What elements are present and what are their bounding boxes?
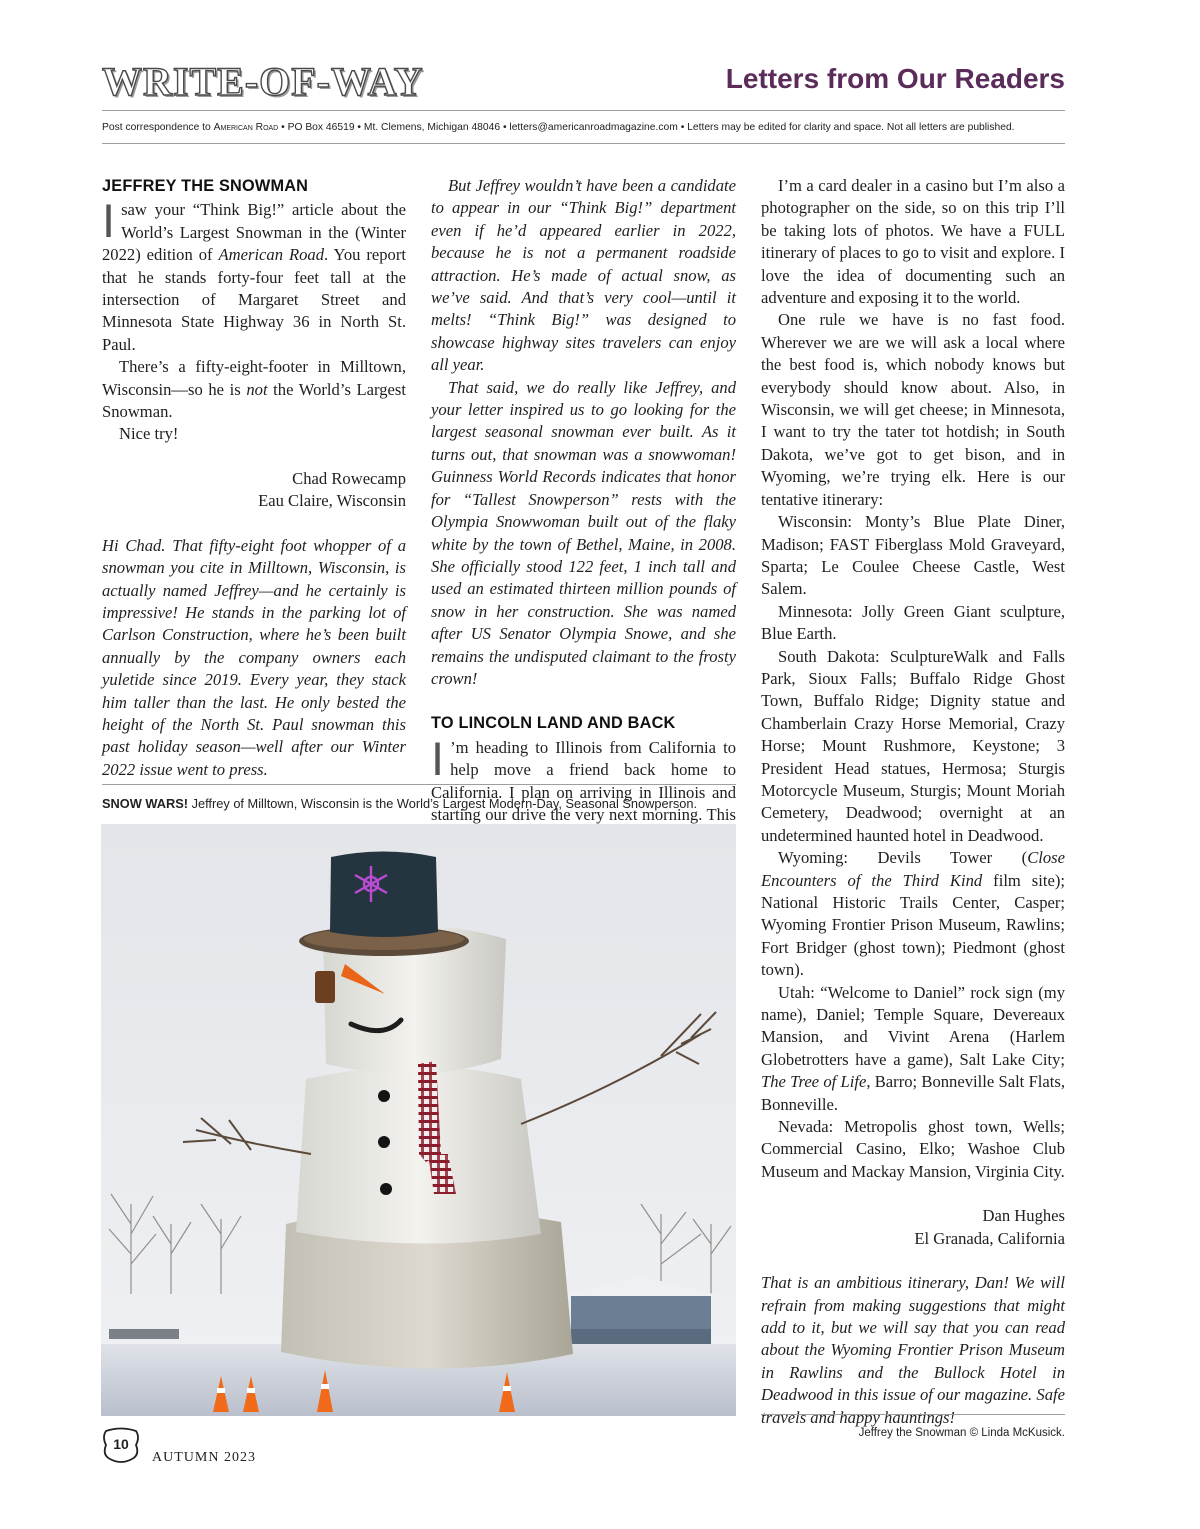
letter1-p1-text-a: saw your “Think Big!” article about the World’s Largest Snowman in the (Winter 2022) edition of (102, 200, 406, 265)
top-rule (102, 110, 1065, 111)
credit-rule (761, 1414, 1065, 1415)
column-3 (761, 175, 1065, 1429)
itinerary-utah (761, 982, 1065, 1116)
correspondence-magazine: American Road (213, 122, 279, 133)
column-2 (431, 175, 736, 871)
itinerary-wisconsin: Wisconsin: Monty’s Blue Plate Diner, Madison; FAST Fiberglass Mold Graveyard, Sparta; Le Coulee Cheese Castle, West Salem. (761, 512, 1065, 599)
caption-lead: SNOW WARS! (102, 796, 189, 811)
letter1-signature-place: Eau Claire, Wisconsin (258, 491, 406, 511)
wyoming-film-title: Close Encounters of the Third Kind (761, 848, 1065, 890)
letter1-p1-text-b: . You report that he stands forty-four feet tall at the intersection of Margaret Street and Minnesota State Highway 36 in North St. Paul. (102, 245, 406, 354)
itinerary-wyoming (761, 847, 1065, 981)
utah-emphasis: The Tree of Life (761, 1072, 867, 1092)
itinerary-south-dakota: South Dakota: SculptureWalk and Falls Park, Sioux Falls; Buffalo Ridge Ghost Town, Buffalo Ridge; Dignity statue and Chamberlain Crazy Horse Memorial, Crazy Horse; Mount Rushmore, Keystone; 3 President Head statues, Hermosa; Sturgis Motorcycle Museum, Sturgis; Mount Moriah Cemetery, Deadwood; overnight at an undetermined haunted hotel in Deadwood. (761, 646, 1065, 845)
utah-text-b: , Barro; Bonneville Salt Flats, Bonneville. (761, 1072, 1065, 1114)
page-title: Letters from Our Readers (725, 63, 1065, 94)
correspondence-prefix: Post correspondence to (102, 122, 214, 133)
page-badge (100, 1427, 142, 1469)
letter1-editor-reply: Hi Chad. That fifty-eight foot whopper of a snowman you cite in Milltown, Wisconsin, is actually named Jeffrey—and he certainly is impressive! He stands in the parking lot of Carlson Construction, where he’s been built annually by the company owners each yuletide since 2019. Every year, they stack him taller than the last. He only bested the height of the North St. Paul snowman this past holiday season—well after our Winter 2022 issue went to press. (102, 535, 406, 779)
letter1-paragraph-2 (102, 356, 406, 423)
caption-text: Jeffrey of Milltown, Wisconsin is the World’s Largest Modern-Day, Seasonal Snowperson. (188, 796, 698, 811)
letter2-signature-name: Dan Hughes (982, 1206, 1065, 1226)
caption-rule (102, 784, 736, 785)
letter1-p2-text-a: There’s a fifty-eight-footer in Milltown, Wisconsin—so he is (102, 357, 406, 399)
correspondence-line (102, 122, 1065, 133)
letter1-p1-magazine: American Road (218, 245, 324, 265)
wyoming-text-a: Wyoming: Devils Tower ( (778, 848, 1028, 868)
photo-credit: Jeffrey the Snowman © Linda McKusick. (858, 1427, 1065, 1439)
letter2-editor-reply: That is an ambitious itinerary, Dan! We will refrain from making suggestions that might add to it, but we will say that you can read about the Wyoming Frontier Prison Museum in Rawlins and the Bullock Hotel in Deadwood in this issue of our magazine. Safe travels and happy hauntings! (761, 1273, 1065, 1427)
letter1-signature-name: Chad Rowecamp (292, 468, 406, 488)
letter2-dropcap: I (431, 731, 445, 785)
photo-caption (102, 796, 742, 811)
utah-text-a: Utah: “Welcome to Daniel” rock sign (my name), Daniel; Temple Square, Devereaux Mansion, and Vivint Arena (Harlem Globetrotters have a game), Salt Lake City; (761, 982, 1065, 1069)
letter1-p2-text-b: the World’s Largest Snowman. (102, 379, 406, 422)
wyoming-text-b: film site); National Historic Trails Center, Casper; Wyoming Frontier Prison Museum, Rawlins; Fort Bridger (ghost town); Piedmont (ghost town). (761, 870, 1065, 980)
column-1 (102, 175, 406, 781)
issue-label: AUTUMN 2023 (152, 1450, 256, 1465)
letter1-p2-emphasis: not (246, 379, 268, 399)
letter2-p1-text: ’m heading to Illinois from California to help move a friend back home to California. I plan on arriving in Illinois and starting our drive the very next morning. This (431, 737, 736, 824)
section-title: WRITE-OF-WAY (102, 59, 424, 104)
correspondence-details: • PO Box 46519 • Mt. Clemens, Michigan 48046 • letters@americanroadmagazine.com • Letters may be edited for clarity and space. Not all letters are published. (278, 122, 1015, 133)
itinerary-nevada: Nevada: Metropolis ghost town, Wells; Commercial Casino, Elko; Washoe Club Museum and Mackay Mansion, Virginia City. (761, 1117, 1065, 1181)
letter1-paragraph-3: Nice try! (119, 424, 179, 444)
header-bottom-rule (102, 143, 1065, 144)
letter1-editor-reply-2: But Jeffrey wouldn’t have been a candidate to appear in our “Think Big!” department even if he’d appeared earlier in 2022, because he is not a permanent roadside attraction. He’s made of actual snow, as we’ve said. And that’s very cool—until it melts! “Think Big!” was designed to showcase highway sites travelers can enjoy all year. (431, 176, 736, 375)
letter2-paragraph-3: One rule we have is no fast food. Wherever we are we will ask a local where the best food is, which nobody knows but everybody should know about. Also, in Wisconsin, we will get cheese; in Minnesota, I want to try the tater tot hotdish; in South Dakota, we’ve got to get bison, and in Wyoming, we’re trying elk. Here is our tentative itinerary: (761, 310, 1065, 509)
letter2-paragraph-2: I’m a card dealer in a casino but I’m also a photographer on the side, so on this trip I’ll be taking lots of photos. We have a FULL itinerary of places to go to visit and explore. I love the idea of documenting such an adventure and exposing it to the world. (761, 176, 1065, 308)
letter1-dropcap: I (102, 194, 116, 248)
letter2-signature-place: El Granada, California (914, 1228, 1065, 1248)
letter1-editor-reply-3: That said, we do really like Jeffrey, and your letter inspired us to go looking for the largest seasonal snowman ever built. As it turns out, that snowman was a snowwoman! Guinness World Records indicates that honor for “Tallest Snowperson” rests with the Olympia Snowwoman built out of the flaky white by the town of Bethel, Maine, in 2008. She officially stood 122 feet, 1 inch tall and used an estimated thirteen million pounds of snow in her construction. She was named after US Senator Olympia Snowe, and she remains the undisputed claimant to the frosty crown! (431, 377, 736, 688)
letter1-heading: JEFFREY THE SNOWMAN (102, 177, 309, 195)
letter2-heading: TO LINCOLN LAND AND BACK (431, 714, 676, 733)
letter1-paragraph-1 (102, 194, 406, 356)
page-number: 10 (113, 1436, 129, 1452)
snowman-photo (101, 824, 736, 1416)
itinerary-minnesota: Minnesota: Jolly Green Giant sculpture, Blue Earth. (761, 601, 1065, 644)
